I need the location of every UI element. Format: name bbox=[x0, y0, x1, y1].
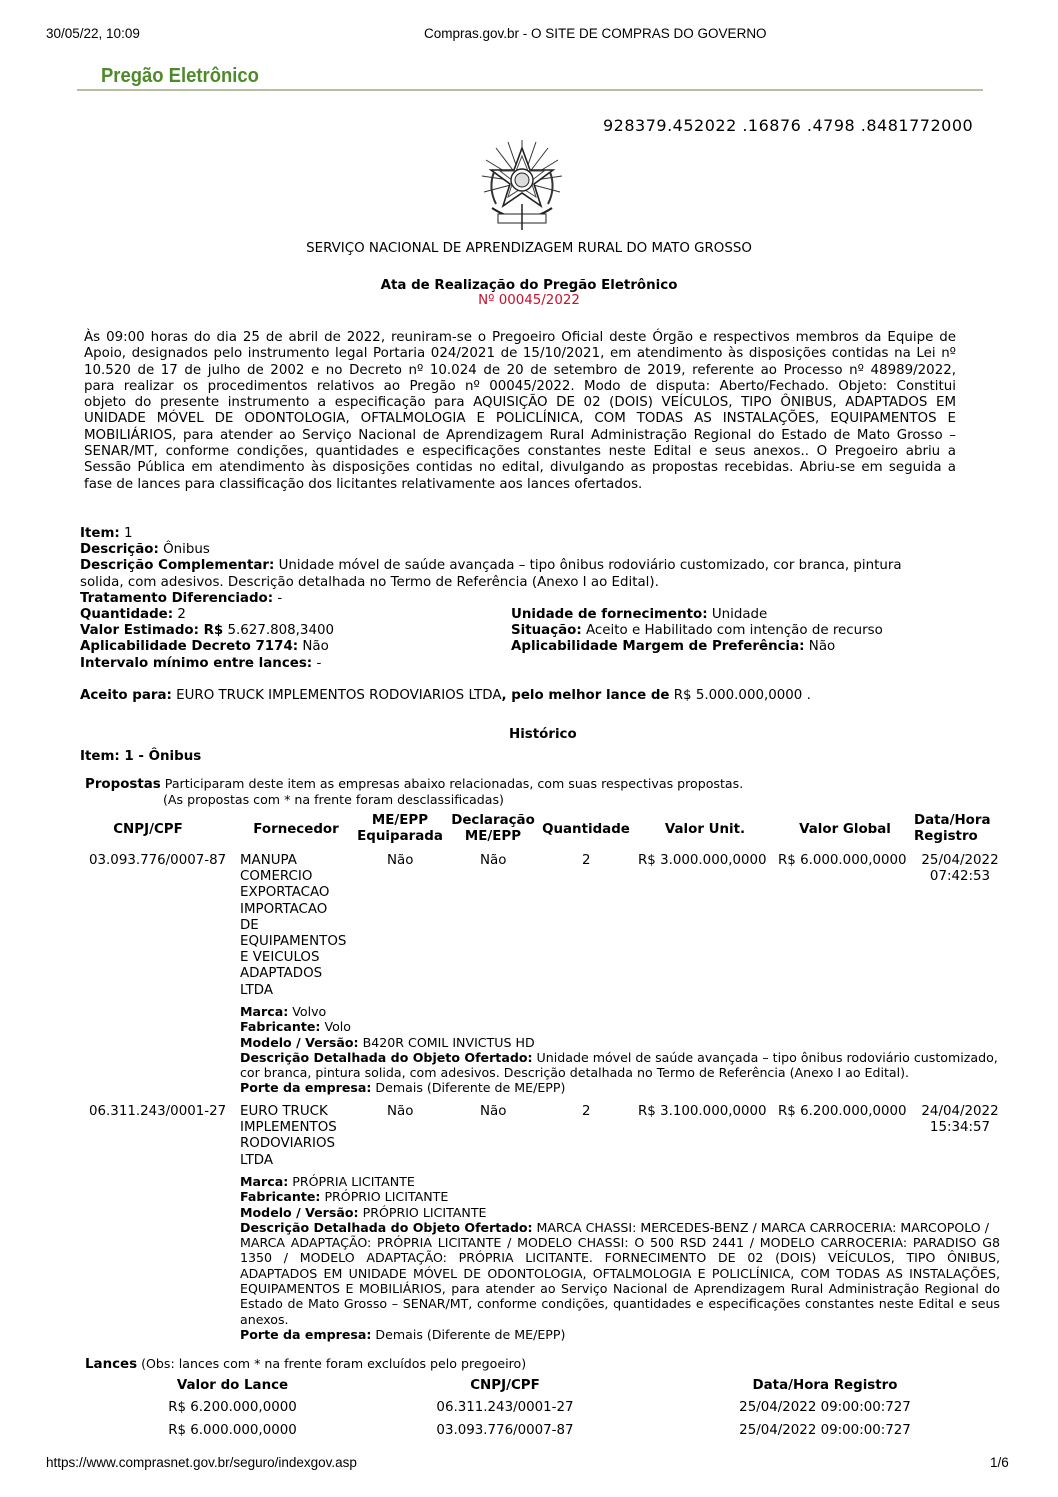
description-line: ADAPTADOS EM UNIDADE MÓVEL DE ODONTOLOGIA, OFTALMOLOGIA E POLICLÍNICA, COM TODAS AS INSTALAÇÕES, bbox=[240, 1265, 1000, 1281]
document-code: 928379.452022 .16876 .4798 .8481772000 bbox=[603, 116, 974, 135]
col-me-epp: ME/EPP Equiparada bbox=[357, 813, 443, 844]
row-me-epp: Não bbox=[387, 853, 414, 868]
row-quantidade: 2 bbox=[582, 853, 591, 868]
lances-col-data: Data/Hora Registro bbox=[752, 1378, 898, 1393]
item-details-right: Unidade de fornecimento: Unidade Situação: Aceito e Habilitado com intenção de recurso Aplicabilidade Margem de Preferência: Não bbox=[511, 607, 883, 655]
col-data-hora: Data/Hora Registro bbox=[914, 813, 991, 844]
intro-line: Às 09:00 horas do dia 25 de abril de 2022, reuniram-se o Pregoeiro Oficial deste Órgão e respectivos membros da Equipe de bbox=[84, 330, 956, 345]
lance-cnpj: 03.093.776/0007-87 bbox=[436, 1423, 574, 1438]
brazil-coat-of-arms-icon bbox=[478, 138, 566, 233]
intro-line: MOBILIÁRIOS, para atender ao Serviço Nacional de Aprendizagem Rural Administração Regional do Estado de Mato Grosso – bbox=[84, 427, 956, 443]
print-datetime: 30/05/22, 10:09 bbox=[46, 26, 140, 41]
fornecedor-line: EURO TRUCK bbox=[240, 1104, 328, 1119]
row-declaracao: Não bbox=[480, 853, 507, 868]
organization-name: SERVIÇO NACIONAL DE APRENDIZAGEM RURAL DO MATO GROSSO bbox=[306, 241, 752, 256]
col-cnpj: CNPJ/CPF bbox=[113, 822, 183, 837]
row-valor-unit: R$ 3.000.000,0000 bbox=[638, 853, 767, 868]
lance-data: 25/04/2022 09:00:00:727 bbox=[739, 1400, 911, 1415]
description-line: EQUIPAMENTOS E MOBILIÁRIOS, para atender ao Serviço Nacional de Aprendizagem Rural Administração Regional do bbox=[240, 1281, 1000, 1297]
document-title: Ata de Realização do Pregão Eletrônico bbox=[380, 278, 678, 293]
fornecedor-line: ADAPTADOS bbox=[240, 966, 323, 982]
lances-col-valor: Valor do Lance bbox=[176, 1378, 289, 1393]
col-valor-global: Valor Global bbox=[799, 822, 891, 837]
fornecedor-line: COMERCIO bbox=[240, 869, 313, 885]
intro-line: UNIDADE MÓVEL DE ODONTOLOGIA, OFTALMOLOGIA E POLICLÍNICA, COM TODAS AS INSTALAÇÕES, EQUIPAMENTOS E bbox=[84, 411, 956, 427]
row-valor-unit: R$ 3.100.000,0000 bbox=[638, 1104, 767, 1119]
row-quantidade: 2 bbox=[582, 1104, 591, 1119]
fornecedor-line: E VEICULOS bbox=[240, 950, 320, 966]
lance-cnpj: 06.311.243/0001-27 bbox=[436, 1400, 574, 1415]
col-fornecedor: Fornecedor bbox=[253, 822, 339, 837]
intro-line: Apoio, designados pelo instrumento legal Portaria 024/2021 de 15/10/2021, em atendimento às disposições contidas na Lei nº bbox=[84, 346, 956, 362]
page-title: Pregão Eletrônico bbox=[101, 64, 259, 87]
description-line: 1350 / MODELO ADAPTAÇÃO: PRÓPRIA LICITANTE. FORNECIMENTO DE 02 (DOIS) VEÍCULOS, TIPO ÔNIBUS, bbox=[240, 1250, 1000, 1266]
lance-data: 25/04/2022 09:00:00:727 bbox=[739, 1423, 911, 1438]
intro-line: fase de lances para classificação dos licitantes relativamente aos lances ofertados. bbox=[84, 476, 643, 492]
document-number: Nº 00045/2022 bbox=[478, 293, 580, 308]
row-me-epp: Não bbox=[387, 1104, 414, 1119]
row-details: Marca: Volvo Fabricante: Volo Modelo / Versão: B420R COMIL INVICTUS HD Descrição Detalhada do Objeto Ofertado: Unidade móvel de saúde avançada – tipo ônibus rodoviário customizado, cor branca, pintura solida, com adesivos. Descrição detalhada no Termo de Referência (Anexo I ao Edital). Porte da empresa: Demais (Diferente de ME/EPP) bbox=[240, 1004, 998, 1096]
propostas-intro: Propostas Participaram deste item as empresas abaixo relacionadas, com suas respectivas propostas. bbox=[85, 776, 744, 792]
row-data-hora: 24/04/2022 15:34:57 bbox=[921, 1104, 999, 1136]
lance-valor: R$ 6.200.000,0000 bbox=[168, 1400, 297, 1415]
item-details-left: Item: 1 Descrição: Ônibus Descrição Complementar: Unidade móvel de saúde avançada – tipo ônibus rodoviário customizado, cor branca, pintura solida, com adesivos. Descrição detalhada no Termo de Referência (Anexo I ao Edital). Tratamento Diferenciado: - Quantidade: 2 Valor Estimado: R$ 5.627.808,3400 Aplicabilidade Decreto 7174: Não Intervalo mínimo entre lances: - bbox=[80, 526, 902, 671]
row-cnpj: 06.311.243/0001-27 bbox=[89, 1104, 227, 1119]
col-declaracao: Declaração ME/EPP bbox=[451, 813, 535, 844]
row-data-hora: 25/04/2022 07:42:53 bbox=[921, 853, 999, 885]
row-declaracao: Não bbox=[480, 1104, 507, 1119]
lance-valor: R$ 6.000.000,0000 bbox=[168, 1423, 297, 1438]
historico-title: Histórico bbox=[509, 727, 577, 742]
title-divider bbox=[77, 89, 983, 91]
intro-line: SENAR/MT, conforme condições, quantidades e especificações constantes neste Edital e seus anexos.. O Pregoeiro abriu a bbox=[84, 444, 956, 460]
row-cnpj: 03.093.776/0007-87 bbox=[89, 853, 227, 868]
fornecedor-line: EQUIPAMENTOS bbox=[240, 934, 347, 950]
description-line: Estado de Mato Grosso – SENAR/MT, conforme condições, quantidades e especificações constantes neste Edital e seus bbox=[240, 1296, 1000, 1312]
intro-line: objeto do presente instrumento a especificação para AQUISIÇÃO DE 02 (DOIS) VEÍCULOS, TIPO ÔNIBUS, ADAPTADOS EM bbox=[84, 395, 956, 411]
print-page-title: Compras.gov.br - O SITE DE COMPRAS DO GOVERNO bbox=[424, 26, 767, 41]
print-page-number: 1/6 bbox=[990, 1455, 1009, 1470]
lances-col-cnpj: CNPJ/CPF bbox=[470, 1378, 540, 1393]
fornecedor-line: LTDA bbox=[240, 1152, 274, 1168]
historico-item-title: Item: 1 - Ônibus bbox=[80, 749, 202, 764]
propostas-note: (As propostas com * na frente foram desclassificadas) bbox=[163, 792, 504, 807]
row-fornecedor bbox=[240, 1104, 337, 1169]
fornecedor-line: MANUPA bbox=[240, 853, 297, 868]
intro-line: para realizar os procedimentos relativos ao Pregão nº 00045/2022. Modo de disputa: Aberto/Fechado. Objeto: Constitui bbox=[84, 378, 956, 394]
fornecedor-line: EXPORTACAO bbox=[240, 885, 330, 901]
row-fornecedor bbox=[240, 853, 346, 999]
description-line: anexos. bbox=[240, 1311, 289, 1327]
row-valor-global: R$ 6.000.000,0000 bbox=[778, 853, 907, 868]
fornecedor-line: IMPLEMENTOS bbox=[240, 1120, 337, 1136]
row-valor-global: R$ 6.200.000,0000 bbox=[778, 1104, 907, 1119]
fornecedor-line: RODOVIARIOS bbox=[240, 1136, 336, 1152]
fornecedor-line: LTDA bbox=[240, 982, 274, 998]
description-line: MARCA ADAPTAÇÃO: PRÓPRIA LICITANTE / MODELO CHASSI: O 500 RSD 2441 / MODELO CARROCERIA: PARADISO G8 bbox=[240, 1235, 1000, 1251]
intro-paragraph bbox=[84, 330, 956, 493]
row-details: Marca: PRÓPRIA LICITANTE Fabricante: PRÓPRIO LICITANTE Modelo / Versão: PRÓPRIO LICITANTE Descrição Detalhada do Objeto Ofertado: MARCA CHASSI: MERCEDES-BENZ / MARCA CARROCERIA: MARCOPOLO / MARCA ADAPTAÇÃO: PRÓPRIA LICITANTE / MODELO CHASSI: O 500 RSD 2441 / MODELO CARROCERIA: PARADISO G8 1350 / MODELO ADAPTAÇÃO: PRÓPRIA LICITANTE. FORNECIMENTO DE 02 (DOIS) VEÍCULOS, TIPO ÔNIBUS, ADAPTADOS EM UNIDADE MÓVEL DE ODONTOLOGIA, OFTALMOLOGIA E POLICLÍNICA, COM TODAS AS INSTALAÇÕES, EQUIPAMENTOS E MOBILIÁRIOS, para atender ao Serviço Nacional de Aprendizagem Rural Administração Regional do Estado de Mato Grosso – SENAR/MT, conforme condições, quantidades e especificações constantes neste Edital e seus anexos. Porte da empresa: Demais (Diferente de ME/EPP) bbox=[240, 1174, 1000, 1342]
intro-line: Sessão Pública em atendimento às disposições contidas no edital, divulgando as propostas recebidas. Abriu-se em seguida a bbox=[84, 460, 956, 476]
col-quantidade: Quantidade bbox=[542, 822, 630, 837]
intro-line: 10.520 de 17 de julho de 2002 e no Decreto nº 10.024 de 20 de setembro de 2019, referente ao Processo nº 48989/2022, bbox=[84, 362, 956, 378]
lances-intro: Lances (Obs: lances com * na frente foram excluídos pelo pregoeiro) bbox=[85, 1356, 527, 1372]
col-valor-unit: Valor Unit. bbox=[664, 822, 746, 837]
accepted-bid-line: Aceito para: EURO TRUCK IMPLEMENTOS RODOVIARIOS LTDA, pelo melhor lance de R$ 5.000.000,0000 . bbox=[80, 688, 811, 703]
fornecedor-line: IMPORTACAO bbox=[240, 901, 328, 917]
fornecedor-line: DE bbox=[240, 917, 259, 933]
print-url[interactable]: https://www.comprasnet.gov.br/seguro/indexgov.asp bbox=[46, 1455, 357, 1470]
